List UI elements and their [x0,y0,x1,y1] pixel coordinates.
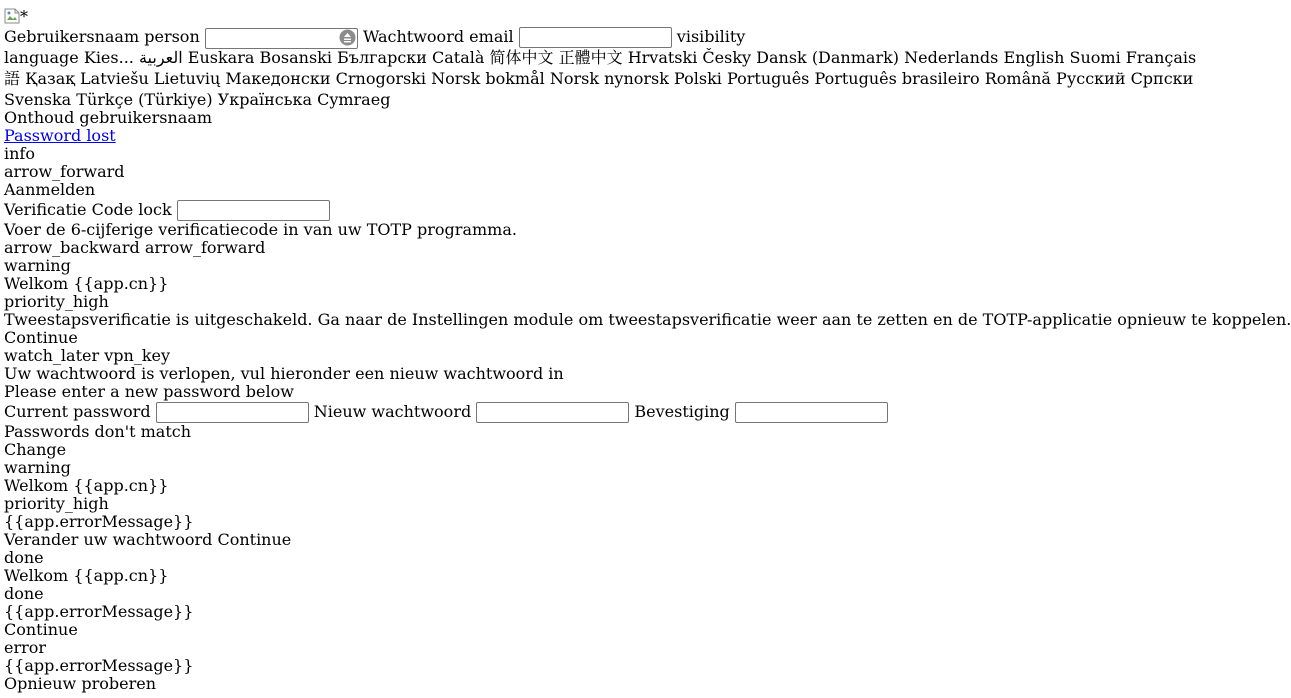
language-select-placeholder[interactable]: Kies... [83,48,134,67]
change-error-actions [4,531,937,549]
verification-code-input[interactable] [177,200,330,221]
warning-icon: warning [4,256,71,275]
password-expired-title: Uw wachtwoord is verlopen, vul hieronder een nieuw wachtwoord in [4,364,564,383]
confirm-password-input[interactable] [735,402,888,423]
password-label: Wachtwoord [362,27,465,46]
autofill-key-icon[interactable] [339,29,356,46]
sign-in-button[interactable]: Aanmelden [4,180,96,199]
priority-high-icon: priority_high [4,494,109,513]
welcome-text: Welkom {{app.cn}} [4,274,169,293]
change-password-button[interactable]: Verander uw wachtwoord [4,530,213,549]
arrow-backward-icon[interactable]: arrow_backward [4,238,140,257]
language-row-3 [4,91,937,109]
verification-help-text: Voer de 6-cijferige verificatiecode in van uw TOTP programma. [4,220,517,239]
verification-label: Verificatie Code [4,200,134,219]
current-password-label: Current password [4,402,151,421]
password-mismatch-text: Passwords don't match [4,422,192,441]
password-expired-subtitle: Please enter a new password below [4,382,294,401]
verification-row [4,199,937,221]
credentials-row [4,26,937,48]
lock-icon: lock [138,200,172,219]
watch-later-icon: watch_later [4,346,100,365]
username-field-wrap [205,27,358,49]
visibility-icon[interactable]: visibility [676,27,746,46]
new-password-label: Nieuw wachtwoord [313,402,472,421]
error-icon: error [4,638,47,657]
welcome-text: Welkom {{app.cn}} [4,566,169,585]
password-input[interactable] [519,27,672,48]
info-icon: info [4,144,35,163]
language-options-line3[interactable]: Svenska Türkçe (Türkiye) Українська Cymraeg [4,90,391,109]
new-password-input[interactable] [476,402,629,423]
username-label: Gebruikersnaam [4,27,140,46]
broken-image-icon [4,8,20,24]
continue-button[interactable]: Continue [4,328,78,347]
language-options-line2[interactable]: 語 Қазақ Latviešu Lietuvių Македонски Crnogorski Norsk bokmål Norsk nynorsk Polski Português Português brasileiro Română Русский Српски [4,69,1194,88]
email-icon: email [469,27,514,46]
change-button[interactable]: Change [4,440,67,459]
welcome-text: Welkom {{app.cn}} [4,476,169,495]
username-input[interactable] [205,28,358,49]
done-icon: done [4,548,44,567]
language-icon: language [4,48,79,67]
password-expired-icons [4,347,937,365]
retry-button[interactable]: Opnieuw proberen [4,674,156,693]
logo-alt-text: * [20,7,28,26]
person-icon: person [144,27,200,46]
vpn-key-icon: vpn_key [104,346,171,365]
error-message: {{app.errorMessage}} [4,512,194,531]
login-page [4,7,1291,693]
arrow-forward-icon[interactable]: arrow_forward [144,238,266,257]
error-message: {{app.errorMessage}} [4,602,194,621]
done-icon: done [4,584,44,603]
password-change-row [4,401,937,423]
twofa-disabled-message: Tweestapsverificatie is uitgeschakeld. Ga naar de Instellingen module om tweestapsverificatie weer aan te zetten en de TOTP-applicatie opnieuw te koppelen. [4,310,1291,329]
password-lost-link[interactable]: Password lost [4,126,116,145]
continue-button[interactable]: Continue [4,620,78,639]
arrow-forward-icon[interactable]: arrow_forward [4,162,125,181]
language-row [4,48,1197,67]
confirm-password-label: Bevestiging [634,402,730,421]
language-options-line1[interactable]: العربية Euskara Bosanski Български Català 简体中文 正體中文 Hrvatski Česky Dansk (Danmark) Nederlands English Suomi Français [138,48,1197,67]
continue-button[interactable]: Continue [217,530,292,549]
remember-username-label[interactable]: Onthoud gebruikersnaam [4,108,213,127]
warning-icon: warning [4,458,71,477]
password-lost-row [4,127,937,145]
remember-username[interactable] [4,109,937,127]
language-row-2 [4,69,1194,88]
current-password-input[interactable] [156,402,309,423]
verification-nav [4,239,937,257]
error-message: {{app.errorMessage}} [4,656,194,675]
priority-high-icon: priority_high [4,292,109,311]
logo-row [4,8,937,26]
